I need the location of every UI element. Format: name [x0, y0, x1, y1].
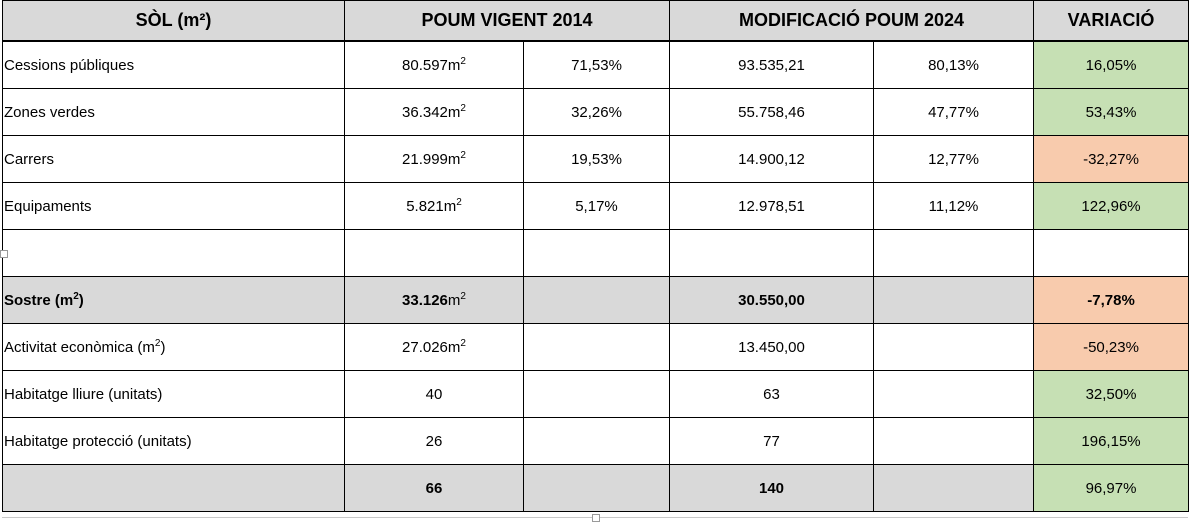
total-row — [3, 465, 1189, 512]
empty-cell[interactable] — [874, 324, 1034, 371]
cell-2014-percent[interactable]: 32,26% — [524, 89, 670, 136]
cell-2014-value[interactable]: $80.597m^2$ — [345, 41, 524, 89]
activitat-variation[interactable]: -50,23% — [1034, 324, 1189, 371]
row-label[interactable]: Equipaments — [3, 183, 345, 230]
empty-cell[interactable] — [524, 371, 670, 418]
header-sol[interactable]: SÒL (m²) — [3, 1, 345, 42]
total-2024[interactable]: 140 — [670, 465, 874, 512]
empty-cell[interactable] — [524, 465, 670, 512]
row-label[interactable]: Zones verdes — [3, 89, 345, 136]
activitat-label[interactable]: Activitat econòmica $(m^2)$ — [3, 324, 345, 371]
resize-handle-bottom[interactable] — [592, 514, 600, 522]
habitatge-proteccio-variation[interactable]: 196,15% — [1034, 418, 1189, 465]
empty-cell[interactable] — [524, 230, 670, 277]
cell-variation[interactable]: 53,43% — [1034, 89, 1189, 136]
poum-comparison-table — [2, 0, 1189, 512]
empty-cell[interactable] — [3, 230, 345, 277]
cell-2014-value[interactable]: $5.821m^2$ — [345, 183, 524, 230]
empty-cell[interactable] — [524, 324, 670, 371]
empty-cell[interactable] — [345, 230, 524, 277]
habitatge-proteccio-2014[interactable]: 26 — [345, 418, 524, 465]
header-poum-vigent-2014[interactable]: POUM VIGENT 2014 — [345, 1, 670, 42]
table-row — [3, 89, 1189, 136]
habitatge-lliure-2014[interactable]: 40 — [345, 371, 524, 418]
cell-2024-value[interactable]: 12.978,51 — [670, 183, 874, 230]
cell-2024-percent[interactable]: 47,77% — [874, 89, 1034, 136]
cell-2024-value[interactable]: 14.900,12 — [670, 136, 874, 183]
header-variacio[interactable]: VARIACIÓ — [1034, 1, 1189, 42]
cell-2014-percent[interactable]: 19,53% — [524, 136, 670, 183]
sostre-variation[interactable]: -7,78% — [1034, 277, 1189, 324]
activitat-2014-value[interactable]: $27.026m^2$ — [345, 324, 524, 371]
activitat-row — [3, 324, 1189, 371]
cell-2024-percent[interactable]: 12,77% — [874, 136, 1034, 183]
habitatge-lliure-variation[interactable]: 32,50% — [1034, 371, 1189, 418]
row-label[interactable]: Carrers — [3, 136, 345, 183]
empty-cell[interactable] — [874, 465, 1034, 512]
table-row — [3, 41, 1189, 89]
habitatge-lliure-row — [3, 371, 1189, 418]
empty-cell[interactable] — [874, 418, 1034, 465]
empty-cell[interactable] — [874, 277, 1034, 324]
cell-2024-value[interactable]: 93.535,21 — [670, 41, 874, 89]
empty-cell[interactable] — [874, 230, 1034, 277]
habitatge-proteccio-row — [3, 418, 1189, 465]
sostre-label[interactable]: Sostre $(m^2)$ — [3, 277, 345, 324]
cell-variation[interactable]: -32,27% — [1034, 136, 1189, 183]
total-2014[interactable]: 66 — [345, 465, 524, 512]
row-label[interactable]: Cessions públiques — [3, 41, 345, 89]
sostre-2014-value[interactable]: $33.126m^2$ — [345, 277, 524, 324]
sostre-row — [3, 277, 1189, 324]
habitatge-proteccio-2024[interactable]: 77 — [670, 418, 874, 465]
total-variation[interactable]: 96,97% — [1034, 465, 1189, 512]
header-row — [3, 1, 1189, 42]
habitatge-lliure-label[interactable]: Habitatge lliure (unitats) — [3, 371, 345, 418]
cell-variation[interactable]: 16,05% — [1034, 41, 1189, 89]
cell-2024-percent[interactable]: 80,13% — [874, 41, 1034, 89]
empty-cell[interactable] — [1034, 230, 1189, 277]
cell-2014-percent[interactable]: 5,17% — [524, 183, 670, 230]
cell-2024-percent[interactable]: 11,12% — [874, 183, 1034, 230]
cell-2024-value[interactable]: 55.758,46 — [670, 89, 874, 136]
empty-cell[interactable] — [524, 277, 670, 324]
empty-cell[interactable] — [524, 418, 670, 465]
cell-2014-percent[interactable]: 71,53% — [524, 41, 670, 89]
empty-cell[interactable] — [670, 230, 874, 277]
activitat-2024-value[interactable]: 13.450,00 — [670, 324, 874, 371]
resize-handle-left[interactable] — [0, 250, 8, 258]
cell-variation[interactable]: 122,96% — [1034, 183, 1189, 230]
table-row — [3, 183, 1189, 230]
habitatge-proteccio-label[interactable]: Habitatge protecció (unitats) — [3, 418, 345, 465]
sostre-2024-value[interactable]: 30.550,00 — [670, 277, 874, 324]
total-label-cell[interactable] — [3, 465, 345, 512]
table-row — [3, 136, 1189, 183]
header-modificacio-poum-2024[interactable]: MODIFICACIÓ POUM 2024 — [670, 1, 1034, 42]
cell-2014-value[interactable]: $36.342m^2$ — [345, 89, 524, 136]
cell-2014-value[interactable]: $21.999m^2$ — [345, 136, 524, 183]
empty-row — [3, 230, 1189, 277]
empty-cell[interactable] — [874, 371, 1034, 418]
habitatge-lliure-2024[interactable]: 63 — [670, 371, 874, 418]
